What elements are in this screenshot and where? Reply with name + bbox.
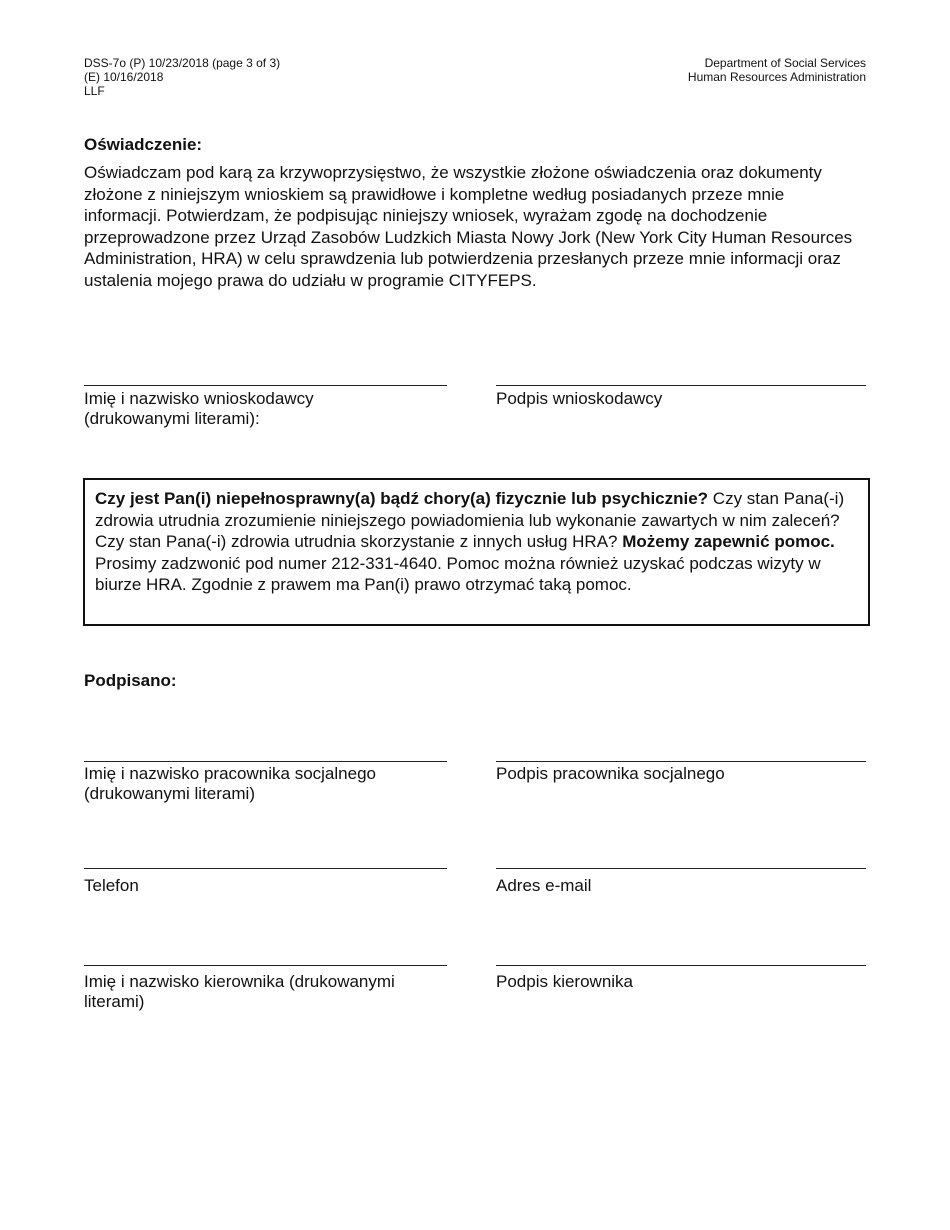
english-date: (E) 10/16/2018 <box>84 70 164 84</box>
applicant-signature-line[interactable] <box>496 385 866 386</box>
worker-name-label <box>84 764 444 804</box>
worker-name-label-line2: (drukowanymi literami) <box>84 784 255 803</box>
administration-name: Human Resources Administration <box>687 70 866 84</box>
supervisor-signature-line[interactable] <box>496 965 866 966</box>
email-line[interactable] <box>496 868 866 869</box>
worker-signature-line[interactable] <box>496 761 866 762</box>
form-code: LLF <box>84 84 105 98</box>
applicant-name-label <box>84 389 444 429</box>
notice-help: Możemy zapewnić pomoc. <box>622 532 835 551</box>
supervisor-name-label-line1: Imię i nazwisko kierownika (drukowanymi <box>84 972 395 991</box>
worker-name-label-line1: Imię i nazwisko pracownika socjalnego <box>84 764 376 783</box>
declaration-heading: Oświadczenie: <box>84 135 203 154</box>
supervisor-name-line[interactable] <box>84 965 447 966</box>
declaration-text: Oświadczam pod karą za krzywoprzysięstwo, że wszystkie złożone oświadczenia oraz dokumenty złożone z niniejszym wnioskiem są prawidłowe i kompletne według posiadanych przeze mnie informacji. Potwierdzam, że podpisując niniejszy wniosek, wyrażam zgodę na dochodzenie przeprowadzone przez Urząd Zasobów Ludzkich Miasta Nowy Jork (New York City Human Resources Administration, HRA) w celu sprawdzenia lub potwierdzenia przesłanych przeze mnie informacji oraz ustalenia mojego prawa do udziału w programie CITYFEPS. <box>84 163 853 290</box>
form-id: DSS-7o (P) 10/23/2018 (page 3 of 3) <box>84 56 281 70</box>
supervisor-name-label <box>84 972 444 1012</box>
disability-notice <box>83 478 870 626</box>
notice-text-1: Czy stan Pana(-i) zdrowia utrudnia zrozumienie niniejszego powiadomienia lub wykonanie zawartych w nim zaleceń? Czy stan Pana(-i) zdrowia utrudnia skorzystanie z innych usług HRA? <box>95 489 845 551</box>
phone-line[interactable] <box>84 868 447 869</box>
applicant-signature-label: Podpis wnioskodawcy <box>496 389 663 408</box>
department-name: Department of Social Services <box>704 56 866 70</box>
signed-heading: Podpisano: <box>84 671 177 690</box>
applicant-name-label-line2: (drukowanymi literami): <box>84 409 260 428</box>
applicant-name-line[interactable] <box>84 385 447 386</box>
worker-name-line[interactable] <box>84 761 447 762</box>
agency-header <box>688 56 866 84</box>
worker-signature-label: Podpis pracownika socjalnego <box>496 764 725 783</box>
email-label: Adres e-mail <box>496 876 592 895</box>
supervisor-name-label-line2: literami) <box>84 992 145 1011</box>
phone-label: Telefon <box>84 876 139 895</box>
notice-question: Czy jest Pan(i) niepełnosprawny(a) bądź chory(a) fizycznie lub psychicznie? <box>95 489 709 508</box>
form-identifier <box>84 56 280 98</box>
supervisor-signature-label: Podpis kierownika <box>496 972 634 991</box>
notice-text-2: Prosimy zadzwonić pod numer 212-331-4640. Pomoc można również uzyskać podczas wizyty w biurze HRA. Zgodnie z prawem ma Pan(i) prawo otrzymać taką pomoc. <box>95 553 821 594</box>
applicant-name-label-line1: Imię i nazwisko wnioskodawcy <box>84 389 314 408</box>
